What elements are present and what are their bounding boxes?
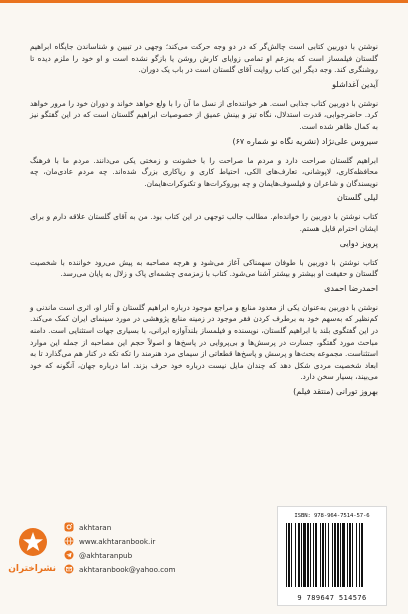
contact-list xyxy=(64,520,175,576)
footer xyxy=(0,496,408,614)
telegram-icon xyxy=(64,550,74,560)
barcode-image xyxy=(284,523,380,587)
barcode-bar xyxy=(315,523,317,587)
barcode-bar xyxy=(307,523,309,587)
barcode-bar xyxy=(301,523,302,587)
publisher-name: نشراختران xyxy=(8,564,56,574)
barcode-bar xyxy=(291,523,292,587)
barcode-bar xyxy=(334,523,336,587)
review-author: احمدرضا احمدی xyxy=(324,283,378,293)
barcode-number: 9 789647 514576 xyxy=(297,594,367,602)
review-text: کتاب نوشتن با دوربین را خوانده‌ام. مطالب جالب توجهی در این کتاب بود. من به آقای گلستان علاقه دارم و برای ایشان احترام قایل هستم. xyxy=(30,212,378,233)
barcode-bar xyxy=(288,523,290,587)
contact-text: www.akhtaranbook.ir xyxy=(79,536,156,546)
barcode-bar xyxy=(361,523,363,587)
review-author: پرویز دوایی xyxy=(339,238,378,248)
barcode-bar xyxy=(356,523,357,587)
web-icon xyxy=(64,536,74,546)
barcode-bar xyxy=(310,523,311,587)
review-text: کتاب نوشتن با دوربین با طوفان سهمناکی آغاز می‌شود و هرچه مصاحبه به پیش می‌رود خواننده با شخصیت گلستان و حقیقت او بیشتر و بیشتر آشنا می‌شود. کتاب با زمزمه‌ی چشمه‌ای پاک و زلال به پایان می‌رسد. xyxy=(30,257,378,279)
review-text: نوشتن با دوربین کتاب جذابی است. هر خواننده‌ای از نسل ما آن را با ولع خواهد خواند و دوران خود را مرور خواهد کرد. حاضرجوابی، قدرت استدلال، نگاه تیز و بینش عمیق از خصوصیات ابراهیم گلستان است که در این گفتگو نیز به کمال ظاهر شده است. xyxy=(30,98,378,131)
isbn-label: ISBN: 978-964-7514-57-6 xyxy=(294,513,370,519)
review-author: لیلی گلستان xyxy=(336,193,378,203)
barcode-bar xyxy=(325,523,326,587)
contact-email[interactable] xyxy=(64,562,175,576)
barcode-bar xyxy=(320,523,321,587)
contact-website[interactable] xyxy=(64,534,175,548)
barcode-bar xyxy=(322,523,324,587)
contact-telegram[interactable] xyxy=(64,548,175,562)
barcode-bar xyxy=(347,523,348,587)
barcode-bar xyxy=(303,523,306,587)
barcode-bar xyxy=(328,523,329,587)
review-text: نوشتن با دوربین به‌عنوان یکی از معدود منابع و مراجع موجود درباره ابراهیم گلستان و آثار او، اثری است ماندنی و کم‌نظیر که به‌سهم خود به برطرف کردن فقر موجود در زمینه منابع پژوهشی در مورد سینمای ایران کمک می‌کند. در این گفتگوی بلند با ابراهیم گلستان، نویسنده و فیلمساز بلندآوازه ایرانی، با بسیاری جهات استثنایی است. دامنه مباحث مورد گفتگو، جسارت در پرسش‌ها و بی‌پروایی در پاسخ‌ها و اصولاً حجم این مصاحبه از جمله این موارد استثناست. مجموعه بحث‌ها و پرسش و پاسخ‌ها قطعاتی از سیمای مرد هنرمند را تکه تکه در کنار هم می‌گذارد تا به ابعاد شخصیت مردی شکل دهد که چندان مایل نیست درباره خود حرف بزند. اما درباره جهان، آنگونه که خود می‌بیند، بسیار سخن دارد. xyxy=(30,302,378,382)
email-icon xyxy=(64,564,74,574)
barcode-bar xyxy=(349,523,351,587)
barcode-bar xyxy=(342,523,345,587)
contact-text: akhtaranbook@yahoo.com xyxy=(79,564,176,574)
barcode-bar xyxy=(332,523,333,587)
contact-text: @akhtaranpub xyxy=(79,550,133,560)
barcode-bar xyxy=(298,523,300,587)
barcode-box xyxy=(277,506,387,606)
barcode-bar xyxy=(295,523,296,587)
contact-instagram[interactable] xyxy=(64,520,175,534)
publisher-star-icon xyxy=(17,526,49,558)
review-text: نوشتن با دوربین کتابی است چالش‌گر که در دو وجه حرکت می‌کند؛ وجهی در تبیین و شناساندن جایگاه ابراهیم گلستان فیلمساز است که به‌زعم او تمامی زوایای کارش روشن یا بازگو نشده است و او خود را ملزم دیده تا روشنگری کند. وجه دیگر این کتاب روایت آقای گلستان است در باب یک دوران. xyxy=(30,42,378,75)
barcode-bar xyxy=(286,523,287,587)
review-text: ابراهیم گلستان صراحت دارد و مردم ما صراحت را با خشونت و زمختی یکی می‌دانند. مردم ما با فرهنگ محافظه‌کاری، لاپوشانی، تعارف‌های الکی، احتیاط کاری و ریاکاری بزرگ شده‌اند. چه مردم عادی‌مان، چه نویسندگان و شاعران و فیلسوف‌هایمان و چه بوروکرات‌ها و تکنوکرات‌هایمان. xyxy=(30,155,378,188)
barcode-bar xyxy=(313,523,314,587)
review-author: بهروز تورانی (منتقد فیلم) xyxy=(293,386,378,396)
review-author: آیدین آغداشلو xyxy=(332,79,378,89)
barcode-bar xyxy=(352,523,353,587)
publisher-logo xyxy=(10,526,56,574)
barcode-bar xyxy=(359,523,360,587)
instagram-icon xyxy=(64,522,74,532)
reviews-column xyxy=(30,41,378,405)
barcode-bar xyxy=(340,523,341,587)
barcode-bar xyxy=(337,523,339,587)
review-author: سیروس علی‌نژاد (نشریه نگاه نو شماره ۶۷) xyxy=(232,136,378,146)
contact-text: akhtaran xyxy=(79,522,112,532)
